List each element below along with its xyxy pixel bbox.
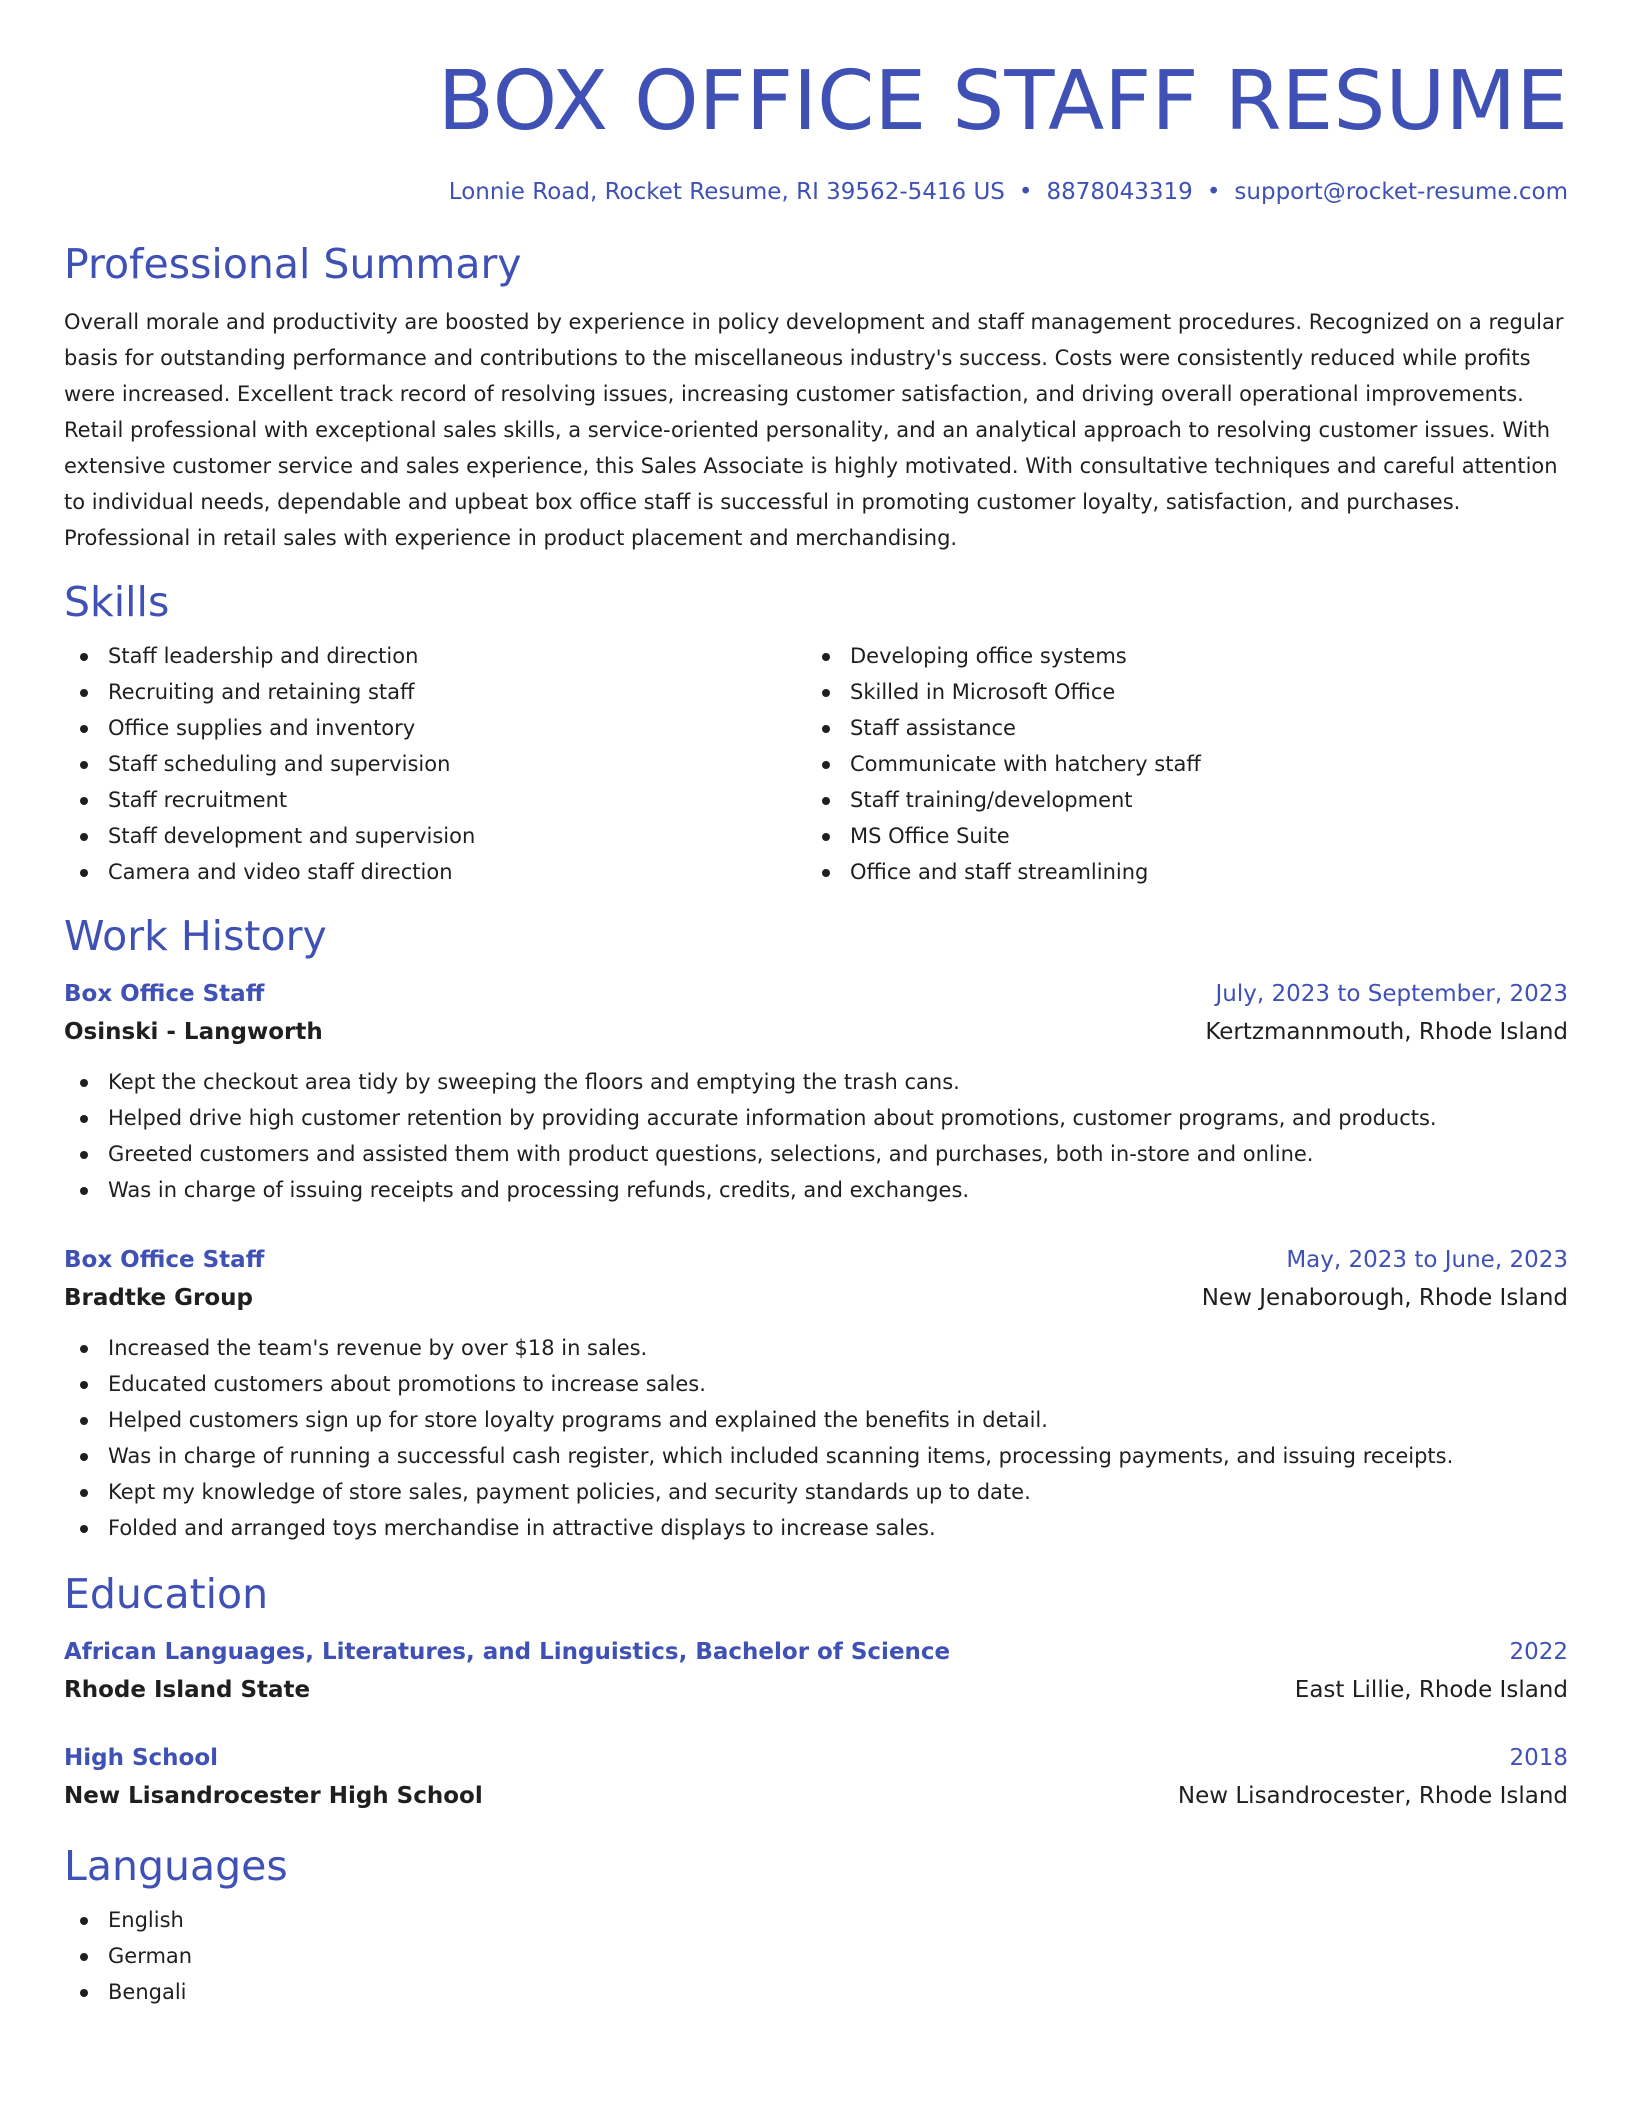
bullet-icon bbox=[80, 1417, 88, 1425]
list-item-text: Was in charge of issuing receipts and processing refunds, credits, and exchanges. bbox=[108, 1178, 970, 1202]
education-location: New Lisandrocester, Rhode Island bbox=[1177, 1783, 1568, 1809]
contact-email: support@rocket-resume.com bbox=[1234, 179, 1568, 205]
list-item bbox=[64, 818, 806, 854]
list-item bbox=[806, 854, 1506, 890]
bullet-icon bbox=[822, 797, 830, 805]
education-school-row bbox=[64, 1776, 1568, 1816]
bullet-icon bbox=[822, 653, 830, 661]
list-item bbox=[64, 1366, 1568, 1402]
bullet-icon bbox=[80, 725, 88, 733]
list-item bbox=[64, 674, 806, 710]
list-item bbox=[64, 1438, 1568, 1474]
education-entry bbox=[64, 1740, 1568, 1816]
bullet-icon bbox=[80, 1187, 88, 1195]
list-item-text: Helped drive high customer retention by providing accurate information about promotions, customer programs, and products. bbox=[108, 1106, 1437, 1130]
bullet-icon bbox=[822, 725, 830, 733]
job-title: Box Office Staff bbox=[64, 1247, 265, 1273]
list-item bbox=[64, 1510, 1568, 1546]
list-item bbox=[806, 710, 1506, 746]
bullet-icon bbox=[80, 1453, 88, 1461]
job-header-row bbox=[64, 976, 1568, 1012]
job-location: Kertzmannmouth, Rhode Island bbox=[1205, 1019, 1568, 1045]
list-item-text: Recruiting and retaining staff bbox=[108, 680, 415, 704]
bullet-icon bbox=[80, 1525, 88, 1533]
list-item bbox=[806, 782, 1506, 818]
list-item-text: Staff training/development bbox=[850, 788, 1133, 812]
bullet-icon bbox=[80, 1079, 88, 1087]
bullet-icon bbox=[822, 689, 830, 697]
bullet-icon bbox=[80, 1989, 88, 1997]
list-item bbox=[806, 674, 1506, 710]
job-title: Box Office Staff bbox=[64, 981, 265, 1007]
job-duties-list bbox=[64, 1064, 1568, 1208]
job-company: Bradtke Group bbox=[64, 1285, 253, 1311]
bullet-icon bbox=[822, 869, 830, 877]
work-history-heading: Work History bbox=[64, 912, 327, 960]
job-header-row bbox=[64, 1242, 1568, 1278]
education-school: Rhode Island State bbox=[64, 1677, 311, 1703]
job-location: New Jenaborough, Rhode Island bbox=[1201, 1285, 1568, 1311]
list-item-text: Greeted customers and assisted them with product questions, selections, and purchases, both in-store and online. bbox=[108, 1142, 1314, 1166]
list-item bbox=[64, 710, 806, 746]
list-item-text: Staff development and supervision bbox=[108, 824, 476, 848]
languages-list bbox=[64, 1902, 1568, 2010]
education-degree: African Languages, Literatures, and Linguistics, Bachelor of Science bbox=[64, 1639, 951, 1665]
bullet-icon bbox=[80, 1381, 88, 1389]
bullet-icon bbox=[80, 797, 88, 805]
bullet-icon bbox=[80, 1953, 88, 1961]
list-item bbox=[806, 746, 1506, 782]
bullet-icon bbox=[80, 833, 88, 841]
bullet-icon bbox=[80, 689, 88, 697]
job-entry bbox=[64, 1242, 1568, 1546]
job-dates: May, 2023 to June, 2023 bbox=[1286, 1247, 1568, 1273]
list-item-text: Bengali bbox=[108, 1980, 187, 2004]
resume-title: BOX OFFICE STAFF RESUME bbox=[437, 54, 1568, 149]
job-company-row bbox=[64, 1278, 1568, 1318]
summary-heading: Professional Summary bbox=[64, 240, 522, 288]
contact-line bbox=[64, 176, 1568, 208]
bullet-icon bbox=[80, 761, 88, 769]
list-item-text: Helped customers sign up for store loyalty programs and explained the benefits in detail. bbox=[108, 1408, 1048, 1432]
skills-list-right bbox=[806, 638, 1506, 890]
list-item-text: Educated customers about promotions to increase sales. bbox=[108, 1372, 706, 1396]
list-item bbox=[64, 638, 806, 674]
skills-columns bbox=[64, 638, 1568, 890]
list-item bbox=[64, 1064, 1568, 1100]
list-item-text: Skilled in Microsoft Office bbox=[850, 680, 1116, 704]
bullet-icon bbox=[80, 653, 88, 661]
list-item-text: Was in charge of running a successful cash register, which included scanning items, processing payments, and issuing receipts. bbox=[108, 1444, 1454, 1468]
bullet-icon bbox=[80, 1345, 88, 1353]
job-company-row bbox=[64, 1012, 1568, 1052]
list-item-text: Staff assistance bbox=[850, 716, 1016, 740]
bullet-icon bbox=[80, 869, 88, 877]
education-heading: Education bbox=[64, 1570, 269, 1618]
contact-address: Lonnie Road, Rocket Resume, RI 39562-5416 US bbox=[448, 179, 1005, 205]
list-item bbox=[64, 1136, 1568, 1172]
job-dates: July, 2023 to September, 2023 bbox=[1215, 981, 1568, 1007]
education-year: 2018 bbox=[1509, 1745, 1568, 1771]
list-item-text: Kept the checkout area tidy by sweeping the floors and emptying the trash cans. bbox=[108, 1070, 960, 1094]
education-location: East Lillie, Rhode Island bbox=[1294, 1677, 1568, 1703]
contact-separator: • bbox=[1018, 179, 1033, 205]
education-header-row bbox=[64, 1740, 1568, 1776]
list-item-text: Staff scheduling and supervision bbox=[108, 752, 451, 776]
job-entry bbox=[64, 976, 1568, 1208]
list-item bbox=[806, 638, 1506, 674]
list-item-text: English bbox=[108, 1908, 184, 1932]
list-item bbox=[64, 1974, 1568, 2010]
list-item bbox=[64, 1330, 1568, 1366]
skills-list-left bbox=[64, 638, 806, 890]
list-item bbox=[64, 1474, 1568, 1510]
languages-heading: Languages bbox=[64, 1842, 288, 1890]
bullet-icon bbox=[80, 1151, 88, 1159]
list-item bbox=[64, 1938, 1568, 1974]
bullet-icon bbox=[80, 1917, 88, 1925]
job-duties-list bbox=[64, 1330, 1568, 1546]
education-school-row bbox=[64, 1670, 1568, 1710]
list-item-text: Office and staff streamlining bbox=[850, 860, 1149, 884]
education-year: 2022 bbox=[1509, 1639, 1568, 1665]
education-degree: High School bbox=[64, 1745, 219, 1771]
list-item-text: Kept my knowledge of store sales, payment policies, and security standards up to date. bbox=[108, 1480, 1031, 1504]
skills-heading: Skills bbox=[64, 578, 170, 626]
list-item bbox=[64, 854, 806, 890]
list-item-text: Developing office systems bbox=[850, 644, 1127, 668]
list-item-text: MS Office Suite bbox=[850, 824, 1010, 848]
list-item-text: Camera and video staff direction bbox=[108, 860, 453, 884]
bullet-icon bbox=[80, 1489, 88, 1497]
list-item-text: Folded and arranged toys merchandise in attractive displays to increase sales. bbox=[108, 1516, 936, 1540]
contact-separator: • bbox=[1206, 179, 1221, 205]
list-item bbox=[806, 818, 1506, 854]
list-item bbox=[64, 746, 806, 782]
summary-text: Overall morale and productivity are boosted by experience in policy development and staff management procedures. Recognized on a regular basis for outstanding performance and contributions to the miscellaneous industry's success. Costs were consistently reduced while profits were increased. Excellent track record of resolving issues, increasing customer satisfaction, and driving overall operational improvements. Retail professional with exceptional sales skills, a service-oriented personality, and an analytical approach to resolving customer issues. With extensive customer service and sales experience, this Sales Associate is highly motivated. With consultative techniques and careful attention to individual needs, dependable and upbeat box office staff is successful in promoting customer loyalty, satisfaction, and purchases. Professional in retail sales with experience in product placement and merchandising. bbox=[64, 310, 1564, 550]
list-item bbox=[64, 1902, 1568, 1938]
list-item-text: Staff recruitment bbox=[108, 788, 288, 812]
bullet-icon bbox=[822, 761, 830, 769]
list-item bbox=[64, 1402, 1568, 1438]
bullet-icon bbox=[80, 1115, 88, 1123]
list-item bbox=[64, 1100, 1568, 1136]
resume-page bbox=[64, 0, 1568, 2010]
bullet-icon bbox=[822, 833, 830, 841]
list-item-text: Staff leadership and direction bbox=[108, 644, 419, 668]
list-item bbox=[64, 1172, 1568, 1208]
education-entry bbox=[64, 1634, 1568, 1710]
education-school: New Lisandrocester High School bbox=[64, 1783, 483, 1809]
education-header-row bbox=[64, 1634, 1568, 1670]
list-item-text: German bbox=[108, 1944, 193, 1968]
job-company: Osinski - Langworth bbox=[64, 1019, 323, 1045]
list-item-text: Office supplies and inventory bbox=[108, 716, 416, 740]
list-item-text: Increased the team's revenue by over $18 in sales. bbox=[108, 1336, 648, 1360]
list-item bbox=[64, 782, 806, 818]
list-item-text: Communicate with hatchery staff bbox=[850, 752, 1201, 776]
contact-phone: 8878043319 bbox=[1046, 179, 1193, 205]
